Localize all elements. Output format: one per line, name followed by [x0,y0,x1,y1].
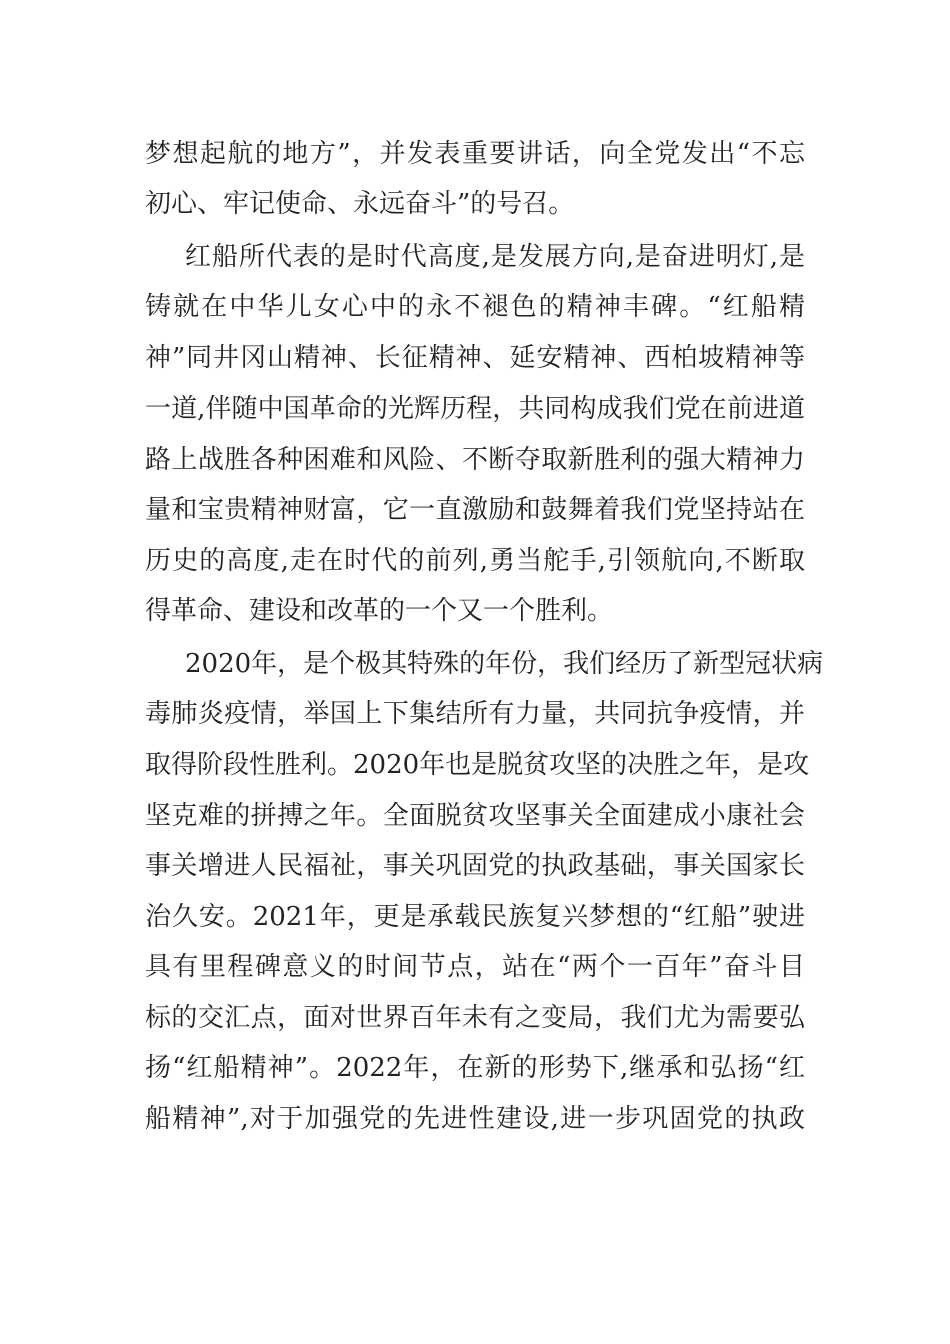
text-line: 神”同井冈山精神、长征精神、延安精神、西柏坡精神等 [145,343,805,373]
paragraph-start-line: 2020年，是个极其特殊的年份，我们经历了新型冠状病 [185,649,824,679]
text-line: 扬“红船精神”。2022年，在新的形势下,继承和弘扬“红 [145,1053,805,1083]
text-line: 船精神”,对于加强党的先进性建设,进一步巩固党的执政 [145,1104,805,1134]
paragraph-start-line: 红船所代表的是时代高度,是发展方向,是奋进明灯,是 [185,242,805,272]
text-line: 路上战胜各种困难和风险、不断夺取新胜利的强大精神力 [145,445,805,475]
text-line: 得革命、建设和改革的一个又一个胜利。 [145,596,614,626]
text-line: 梦想起航的地方”，并发表重要讲话，向全党发出“不忘 [145,139,805,169]
text-line: 毒肺炎疫情，举国上下集结所有力量，共同抗争疫情，并 [145,699,805,729]
text-line: 取得阶段性胜利。2020年也是脱贫攻坚的决胜之年，是攻 [145,750,810,780]
text-line: 标的交汇点，面对世界百年未有之变局，我们尤为需要弘 [145,1003,805,1033]
text-line: 坚克难的拼搏之年。全面脱贫攻坚事关全面建成小康社会 [145,801,805,831]
text-line: 历史的高度,走在时代的前列,勇当舵手,引领航向,不断取 [145,546,805,576]
text-line: 初心、牢记使命、永远奋斗”的号召。 [145,189,575,219]
text-line: 具有里程碑意义的时间节点，站在“两个一百年”奋斗目 [145,952,805,982]
text-line: 铸就在中华儿女心中的永不褪色的精神丰碑。“红船精 [145,292,805,322]
text-line: 一道,伴随中国革命的光辉历程，共同构成我们党在前进道 [145,394,805,424]
text-line: 治久安。2021年，更是承载民族复兴梦想的“红船”驶进 [145,902,805,932]
text-line: 量和宝贵精神财富，它一直激励和鼓舞着我们党坚持站在 [145,495,805,525]
text-line: 事关增进人民福祉，事关巩固党的执政基础，事关国家长 [145,851,805,881]
